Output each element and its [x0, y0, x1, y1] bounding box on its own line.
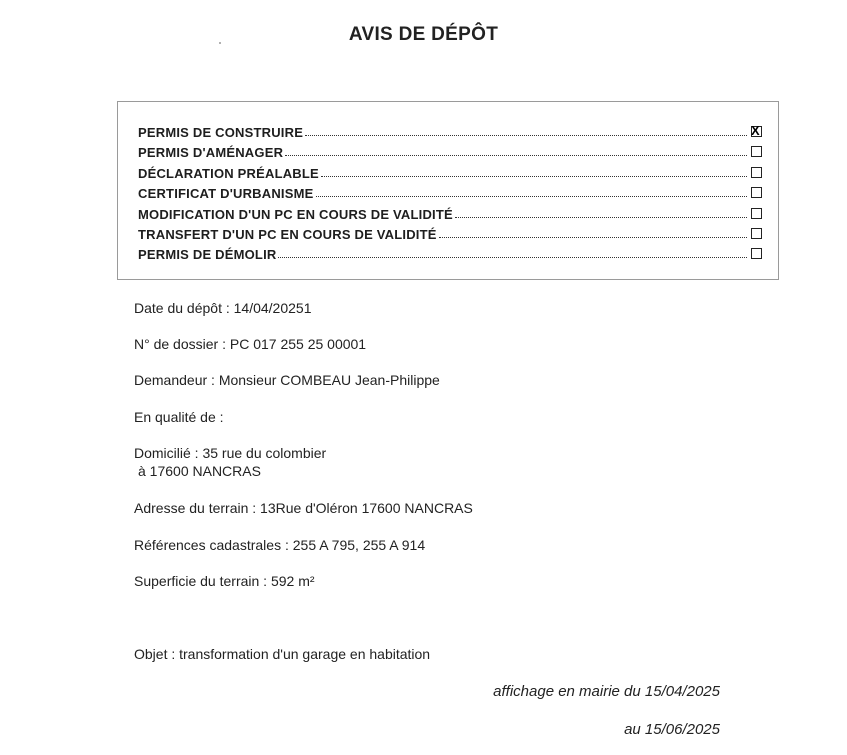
permit-row-certificat	[138, 181, 762, 201]
land-area-field: Superficie du terrain : 592 m²	[134, 573, 315, 589]
checkbox-construire[interactable]	[751, 126, 762, 137]
posting-start-date: affichage en mairie du 15/04/2025	[493, 683, 720, 700]
capacity-field: En qualité de :	[134, 409, 224, 425]
posting-end-date: au 15/06/2025	[624, 721, 720, 738]
cadastral-references-field: Références cadastrales : 255 A 795, 255 A 914	[134, 537, 426, 553]
domicile-city-line: à 17600 NANCRAS	[138, 463, 261, 479]
permit-row-construire	[138, 120, 762, 140]
dot-leader	[455, 216, 747, 218]
object-field: Objet : transformation d'un garage en habitation	[134, 646, 431, 662]
permit-label: PERMIS D'AMÉNAGER	[138, 145, 284, 160]
checkbox-demolir[interactable]	[751, 248, 762, 259]
domicile-field: Domicilié : 35 rue du colombier	[134, 445, 327, 461]
permit-row-transfert	[138, 222, 762, 242]
permit-label: CERTIFICAT D'URBANISME	[138, 186, 314, 201]
dot-leader	[305, 134, 747, 136]
permit-label: MODIFICATION D'UN PC EN COURS DE VALIDITÉ	[138, 207, 453, 222]
date-depot-field: Date du dépôt : 14/04/20251	[134, 300, 312, 316]
applicant-field: Demandeur : Monsieur COMBEAU Jean-Philippe	[134, 372, 440, 388]
dot-leader	[278, 256, 747, 258]
dot-leader	[321, 175, 747, 177]
permit-row-demolir	[138, 242, 762, 262]
permit-type-box	[117, 101, 779, 280]
permit-row-modification	[138, 202, 762, 222]
permit-label: PERMIS DE CONSTRUIRE	[138, 125, 304, 140]
page-title: AVIS DE DÉPÔT	[348, 24, 499, 45]
permit-label: TRANSFERT D'UN PC EN COURS DE VALIDITÉ	[138, 227, 437, 242]
checkbox-declaration[interactable]	[751, 167, 762, 178]
checkbox-modification[interactable]	[751, 208, 762, 219]
checkbox-certificat[interactable]	[751, 187, 762, 198]
dot-leader	[316, 195, 747, 197]
permit-label: PERMIS DE DÉMOLIR	[138, 247, 277, 262]
dot-leader	[439, 236, 747, 238]
permit-row-amenager	[138, 140, 762, 160]
checkbox-amenager[interactable]	[751, 146, 762, 157]
land-address-field: Adresse du terrain : 13Rue d'Oléron 17600 NANCRAS	[134, 500, 473, 516]
dossier-number-field: N° de dossier : PC 017 255 25 00001	[134, 336, 367, 352]
dot-leader	[285, 154, 747, 156]
permit-label: DÉCLARATION PRÉALABLE	[138, 166, 319, 181]
permit-row-declaration	[138, 161, 762, 181]
checkbox-transfert[interactable]	[751, 228, 762, 239]
